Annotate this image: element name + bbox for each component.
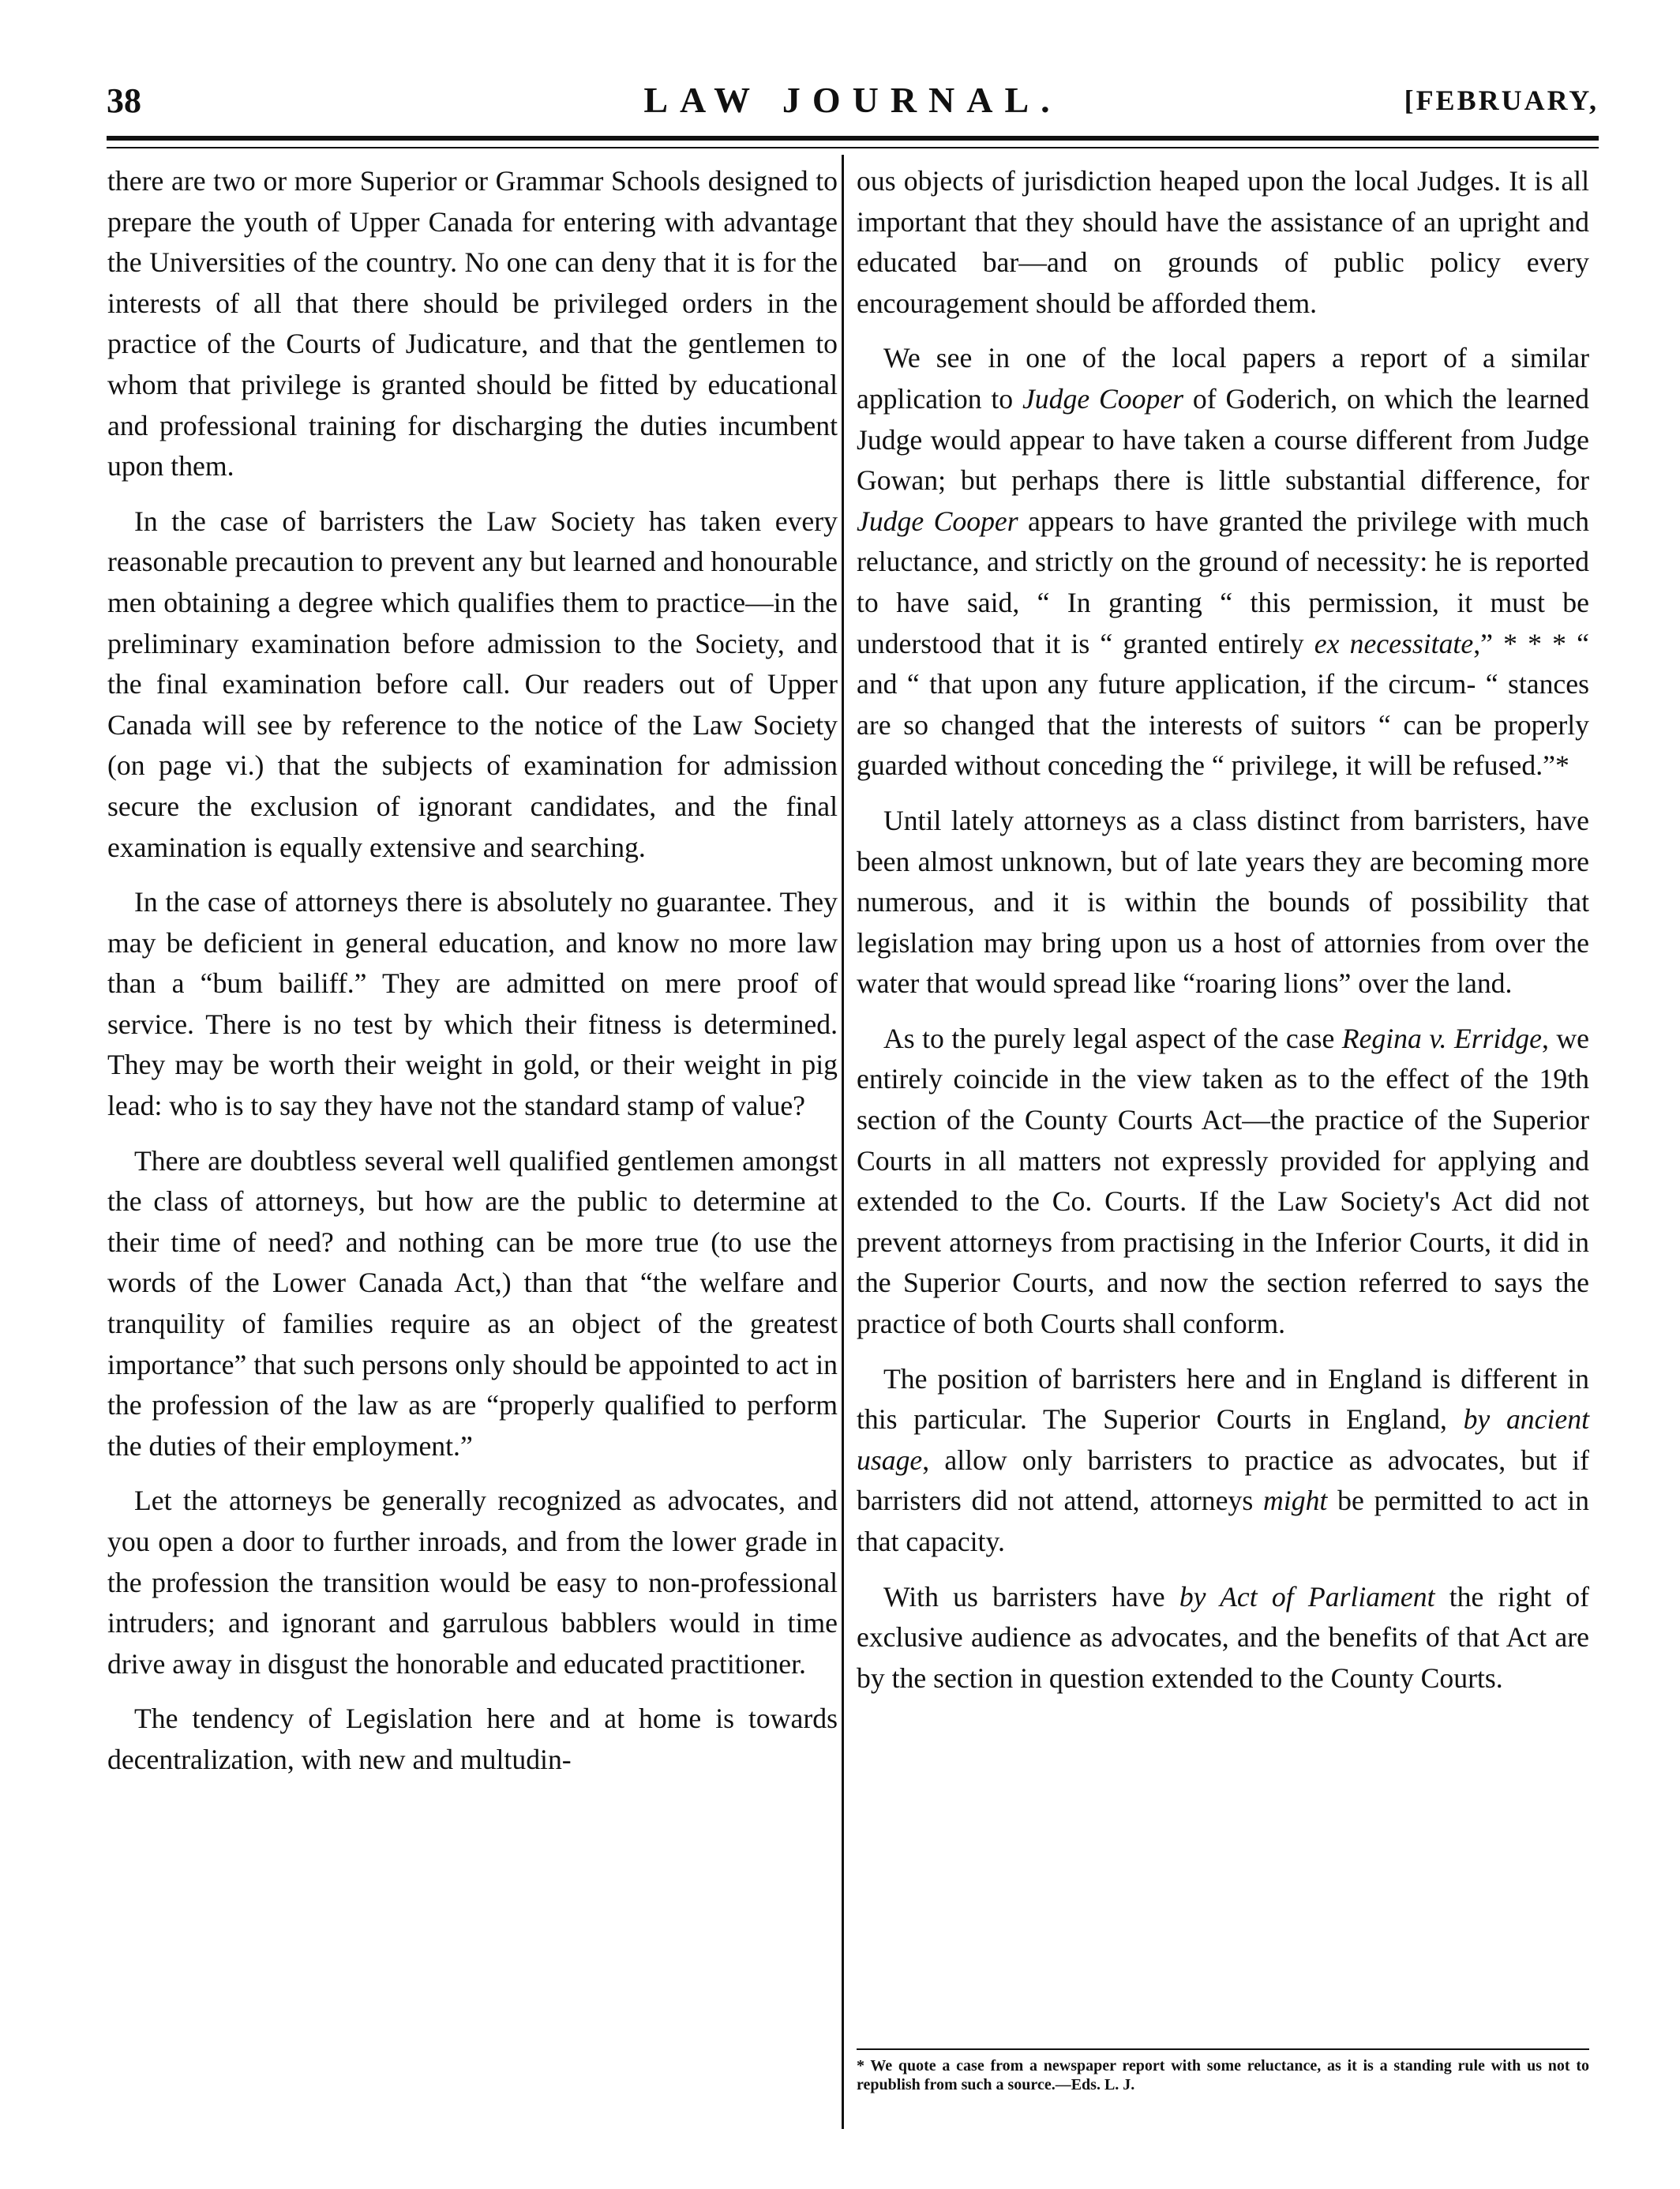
header-rule-thick xyxy=(107,136,1599,141)
text-run: , we entirely coincide in the view taken as to the effect of the 19th section of the County Courts Act—the practice of the Superior Courts in all matters not expressly provided for applying and extended to the Co. Courts. If the Law Society's Act did not prevent attorneys from practising in the Inferior Courts, it did in the Superior Courts, and now the section referred to says the practice of both Courts shall conform. xyxy=(857,1022,1589,1340)
left-paragraph-3: In the case of attorneys there is absolutely no guarantee. They may be deficient in general education, and know no more law than a “bum bailiff.” They are admitted on mere proof of service. There is no test by which their fitness is determined. They may be worth their weight in gold, or their weight in pig lead: who is to say they have not the standard stamp of value? xyxy=(107,886,838,1122)
right-paragraph-5 xyxy=(857,1359,1589,1563)
left-column xyxy=(107,161,838,1781)
right-paragraph-1: ous objects of jurisdiction heaped upon the local Judges. It is all important that they should have the assistance of an upright and educated bar—and on grounds of public policy every encouragement should be afforded them. xyxy=(857,165,1589,319)
left-paragraph-5: Let the attorneys be generally recognized as advocates, and you open a door to further inroads, and from the lower grade in the profession the transition would be easy to non-professional intruders; and ignorant and garrulous babblers would in time drive away in disgust the honorable and educated practitioner. xyxy=(107,1485,838,1680)
italic-phrase: by Act of Parliament xyxy=(1179,1580,1435,1613)
right-column xyxy=(857,161,1589,1699)
text-run: the right of exclusive audience as advocates, and the benefits of that Act are by the section in question extended to the County Courts. xyxy=(857,1580,1589,1694)
text-run: , allow only barristers to practice as advocates, but if barristers did not attend, attorneys xyxy=(857,1444,1589,1517)
footnote: * We quote a case from a newspaper report with some reluctance, as it is a standing rule with us not to republish from such a source.—Eds. L. J. xyxy=(857,2057,1589,2093)
text-run: We see in one of the local papers a report of a similar application to xyxy=(857,342,1589,415)
italic-case-name: Regina v. Erridge xyxy=(1341,1022,1542,1054)
italic-word: might xyxy=(1263,1485,1328,1517)
left-paragraph-2: In the case of barristers the Law Society has taken every reasonable precaution to prevent any but learned and honourable men obtaining a degree which qualifies them to practice—in the preliminary examination before admission to the Society, and the final examination before call. Our readers out of Upper Canada will see by reference to the notice of the Law Society (on page vi.) that the subjects of examination for admission secure the exclusion of ignorant candidates, and the final examination is equally extensive and searching. xyxy=(107,505,838,863)
right-paragraph-2 xyxy=(857,338,1589,787)
running-title: LAW JOURNAL. xyxy=(643,80,1062,120)
right-paragraph-3: Until lately attorneys as a class distinct from barristers, have been almost unknown, but of late years they are becoming more numerous, and it is within the bounds of possibility that legislation may bring upon us a host of attornies from over the water that would spread like “roaring lions” over the land. xyxy=(857,804,1589,1000)
text-run: appears to have granted the privilege with much reluctance, and strictly on the ground of necessity: he is reported to have said, “ In granting “ this permission, it must be understood that it is “ granted entirely xyxy=(857,505,1589,659)
italic-latin-phrase: ex necessitate xyxy=(1314,627,1474,659)
italic-name: Judge Cooper xyxy=(1022,382,1184,415)
header-rule-thin xyxy=(107,147,1599,148)
left-paragraph-6: The tendency of Legislation here and at home is towards decentralization, with new and multudin- xyxy=(107,1703,838,1775)
text-run: be permitted to act in that capacity. xyxy=(857,1485,1589,1557)
running-month: [FEBRUARY, xyxy=(1404,84,1599,116)
text-run: of Goderich, on which the learned Judge would appear to have taken a course different from Judge Gowan; but perhaps there is little substantial difference, for xyxy=(857,382,1589,497)
column-divider xyxy=(842,155,844,2129)
text-run: With us barristers have xyxy=(883,1580,1179,1613)
left-paragraph-4: There are doubtless several well qualified gentlemen amongst the class of attorneys, but how are the public to determine at their time of need? and nothing can be more true (to use the words of the Lower Canada Act,) than that “the welfare and tranquility of families require as an object of the greatest importance” that such persons only should be appointed to act in the profession of the law as are “properly qualified to perform the duties of their employment.” xyxy=(107,1144,838,1462)
italic-name: Judge Cooper xyxy=(857,505,1018,537)
page-header xyxy=(107,77,1599,125)
left-paragraph-1: there are two or more Superior or Grammar Schools designed to prepare the youth of Upper Canada for entering with advantage the Universities of the country. No one can deny that it is for the interests of all that there should be privileged orders in the practice of the Courts of Judicature, and that the gentlemen to whom that privilege is granted should be fitted by educational and professional training for discharging the duties incumbent upon them. xyxy=(107,165,838,482)
italic-phrase: by ancient usage xyxy=(857,1403,1589,1476)
text-run: ,” * * * “ and “ that upon any future application, if the circum- “ stances are so changed that the interests of suitors “ can be properly guarded without conceding the “ privilege, it will be refused.”* xyxy=(857,627,1589,782)
page-number: 38 xyxy=(107,81,141,120)
right-paragraph-6 xyxy=(857,1577,1589,1699)
right-paragraph-4 xyxy=(857,1019,1589,1345)
text-run: As to the purely legal aspect of the case xyxy=(883,1022,1342,1054)
text-run: The position of barristers here and in England is different in this particular. The Superior Courts in England, xyxy=(857,1362,1589,1436)
footnote-rule xyxy=(857,2048,1589,2050)
